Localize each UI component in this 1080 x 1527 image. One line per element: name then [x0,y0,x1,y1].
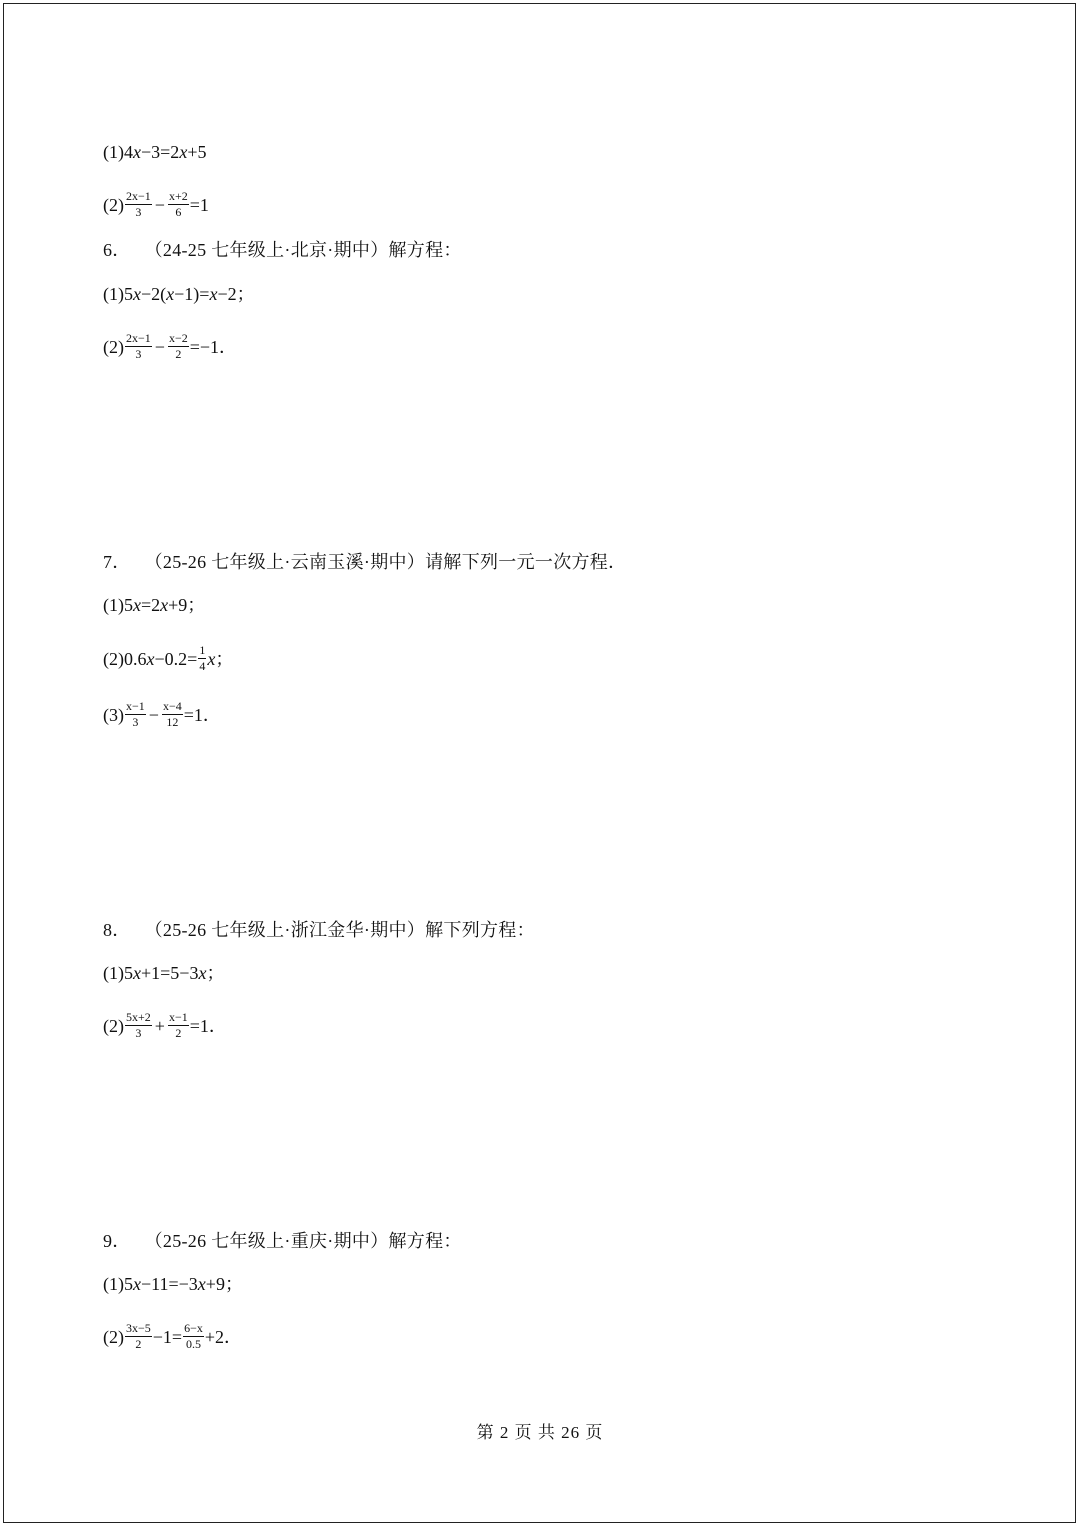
fraction: $\frac{2x-1}{3}$ [126,331,151,361]
fraction: $\frac{6-x}{0.5}$ [184,1321,203,1351]
q7-heading: 7． （25-26 七年级上·云南玉溪·期中）请解下列一元一次方程． [103,552,627,572]
q6-part1: (1)5 x −2( x −1)= x −2； [103,284,255,304]
q7-part3: (3) $\frac{x-1}{3}$ − $\frac{x-4}{12}$ =1． [103,699,221,729]
q8-heading: 8． （25-26 七年级上·浙江金华·期中）解下列方程： [103,920,535,940]
fraction: $\frac{2x-1}{3}$ [126,189,151,219]
q6-heading: 6． （24-25 七年级上·北京·期中）解方程： [103,240,462,260]
q6-part2: (2) $\frac{2x-1}{3}$ − $\frac{x-2}{2}$ =−1． [103,331,238,361]
q5-part2: (2) $\frac{2x-1}{3}$ − $\frac{x+2}{6}$ =1 [103,189,209,219]
fraction: $\frac{x-4}{12}$ [162,699,182,729]
page-border [3,3,1076,1523]
q9-part2: (2) $\frac{3x-5}{2}$ −1= $\frac{6-x}{0.5}$ +2． [103,1321,243,1351]
page-footer: 第 2 页 共 26 页 [476,1423,604,1442]
fraction: $\frac{x-2}{2}$ [168,331,188,361]
fraction: $\frac{3x-5}{2}$ [126,1321,151,1351]
q8-part1: (1)5 x +1=5−3 x ； [103,963,225,983]
q5-part1: (1)4 x −3=2 x +5 [103,142,207,162]
fraction: $\frac{1}{4}$ [199,643,206,673]
q9-heading: 9． （25-26 七年级上·重庆·期中）解方程： [103,1231,462,1251]
fraction: $\frac{x+2}{6}$ [168,189,188,219]
q7-part2: (2)0.6 x −0.2= $\frac{1}{4}$ x ； [103,643,234,673]
fraction: $\frac{x-1}{3}$ [126,699,145,729]
fraction: $\frac{x-1}{2}$ [168,1010,188,1040]
q7-part1: (1)5 x =2 x +9； [103,595,206,615]
q9-part1: (1)5 x −11=−3 x +9； [103,1274,243,1294]
fraction: $\frac{5x+2}{3}$ [126,1010,151,1040]
q8-part2: (2) $\frac{5x+2}{3}$ + $\frac{x-1}{2}$ =1． [103,1010,227,1040]
